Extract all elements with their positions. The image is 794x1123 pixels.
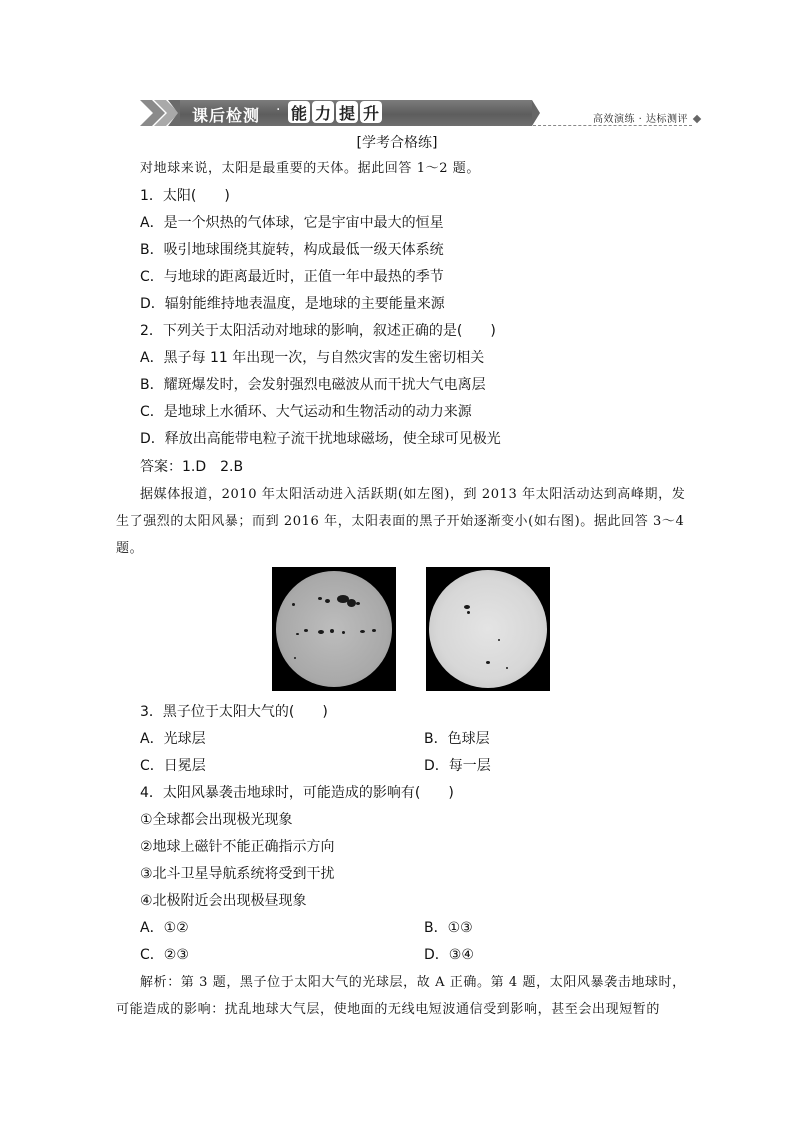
- option-text: B．色球层: [424, 731, 490, 747]
- sunspot: [498, 639, 500, 641]
- sunspot: [325, 599, 330, 603]
- intro-text: 对地球来说，太阳是最重要的天体。据此回答 1～2 题。: [140, 161, 481, 176]
- header-badge: 能: [288, 101, 310, 123]
- question-stem: 3．黑子位于太阳大气的( ): [140, 704, 328, 720]
- header-badge: 力: [312, 101, 334, 123]
- question-stem: 4．太阳风暴袭击地球时，可能造成的影响有( ): [140, 785, 454, 801]
- header-title: 课后检测: [192, 106, 261, 125]
- sunspot: [330, 629, 334, 633]
- sunspot: [347, 599, 356, 607]
- sunspot: [356, 602, 360, 605]
- passage-text: 题。: [116, 541, 144, 556]
- sunspot: [292, 603, 295, 606]
- sunspot: [360, 630, 365, 633]
- option-text: D．每一层: [424, 758, 491, 774]
- option-text: B．吸引地球围绕其旋转，构成最低一级天体系统: [140, 242, 444, 258]
- option-text: A．①②: [140, 920, 189, 936]
- sunspot: [372, 629, 376, 632]
- question-stem: 2．下列关于太阳活动对地球的影响，叙述正确的是( ): [140, 323, 496, 339]
- header-badge: 提: [336, 101, 358, 123]
- option-text: C．②③: [140, 947, 189, 963]
- sunspot: [294, 657, 296, 659]
- option-text: A．是一个炽热的气体球，它是宇宙中最大的恒星: [140, 215, 444, 231]
- sunspot: [464, 605, 470, 609]
- option-text: C．与地球的距离最近时，正值一年中最热的季节: [140, 269, 444, 285]
- statement-text: ③北斗卫星导航系统将受到干扰: [140, 866, 335, 882]
- question-stem: 1．太阳( ): [140, 188, 230, 204]
- option-text: B．①③: [424, 920, 473, 936]
- header-dashed-rule: [533, 125, 692, 126]
- sun-image-quiet: [426, 567, 550, 691]
- sunspot: [467, 611, 470, 614]
- explanation-text: 解析：第 3 题，黑子位于太阳大气的光球层，故 A 正确。第 4 题，太阳风暴袭击地球时，: [140, 975, 686, 990]
- statement-text: ①全球都会出现极光现象: [140, 812, 293, 828]
- option-text: D．释放出高能带电粒子流干扰地球磁场，使全球可见极光: [140, 431, 501, 447]
- option-text: C．是地球上水循环、大气运动和生物活动的动力来源: [140, 404, 472, 420]
- passage-text: 生了强烈的太阳风暴；而到 2016 年，太阳表面的黑子开始逐渐变小(如右图)。据此回答 3～4: [116, 514, 685, 529]
- answer-text: 答案：1.D 2.B: [140, 459, 244, 475]
- section-header: [140, 98, 700, 128]
- option-text: D．③④: [424, 947, 474, 963]
- sunspot: [506, 667, 508, 669]
- statement-text: ④北极附近会出现极昼现象: [140, 893, 307, 909]
- section-subheading: [学考合格练]: [356, 135, 438, 151]
- diamond-icon: [693, 115, 701, 123]
- header-right-label: [593, 110, 700, 125]
- passage-text: 据媒体报道，2010 年太阳活动进入活跃期(如左图)，到 2013 年太阳活动达到高峰期，发: [140, 487, 686, 502]
- sun-image-active: [272, 567, 396, 691]
- header-badges: [288, 101, 382, 123]
- header-badge: 升: [360, 101, 382, 123]
- option-text: D．辐射能维持地表温度，是地球的主要能量来源: [140, 296, 445, 312]
- sunspot: [318, 630, 324, 634]
- option-text: A．光球层: [140, 731, 206, 747]
- sunspot: [304, 629, 308, 632]
- sunspot: [342, 631, 345, 634]
- header-separator: ·: [276, 102, 281, 118]
- sunspot: [486, 661, 490, 664]
- explanation-text: 可能造成的影响：扰乱地球大气层，使地面的无线电短波通信受到影响，甚至会出现短暂的: [116, 1002, 661, 1017]
- option-text: B．耀斑爆发时，会发射强烈电磁波从而干扰大气电离层: [140, 377, 486, 393]
- sunspot: [318, 597, 322, 600]
- option-text: A．黑子每 11 年出现一次，与自然灾害的发生密切相关: [140, 350, 485, 366]
- header-right-text: 高效演练 · 达标测评: [592, 114, 688, 125]
- option-text: C．日冕层: [140, 758, 206, 774]
- sunspot: [296, 633, 299, 635]
- statement-text: ②地球上磁针不能正确指示方向: [140, 839, 335, 855]
